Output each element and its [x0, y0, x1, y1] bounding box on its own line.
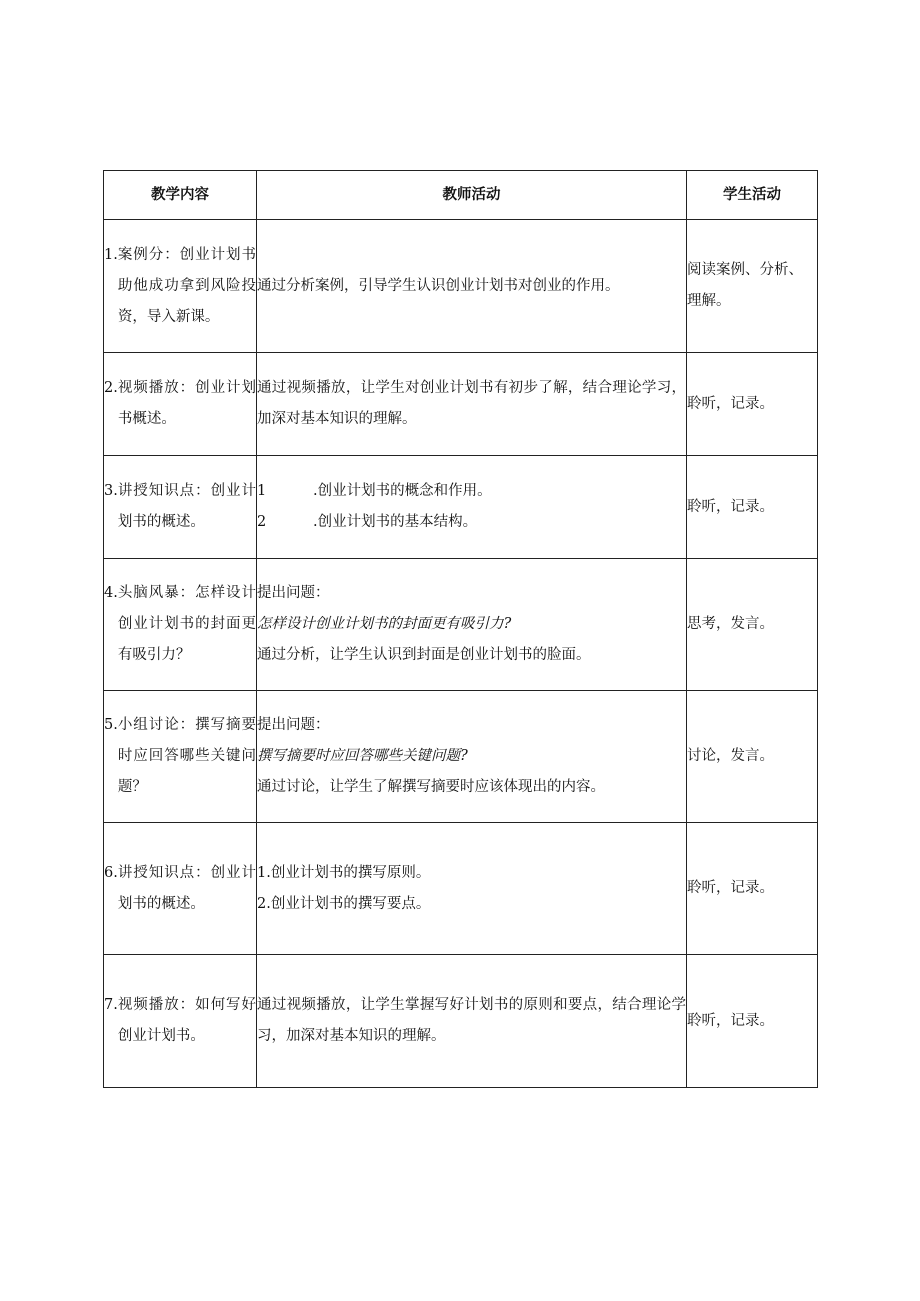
- student-cell: 聆听，记录。: [687, 823, 818, 955]
- teacher-line: 通过分析，让学生认识到封面是创业计划书的脸面。: [257, 647, 591, 663]
- content-cell: [104, 559, 257, 691]
- content-cell: [104, 353, 257, 456]
- teacher-cell: [257, 220, 687, 353]
- teacher-line: 2.创业计划书的撰写要点。: [257, 895, 431, 912]
- teacher-cell: [257, 955, 687, 1088]
- item-text: 讲授知识点：创业计划书的概述。: [117, 483, 256, 530]
- item-number: 4.: [104, 585, 118, 601]
- item-number: 5.: [104, 717, 118, 733]
- item-text: 视频播放：如何写好创业计划书。: [117, 997, 256, 1044]
- teacher-text: 通过视频播放，让学生对创业计划书有初步了解，结合理论学习，加深对基本知识的理解。: [257, 380, 686, 427]
- table-row: [104, 559, 818, 691]
- table-row: [104, 823, 818, 955]
- teacher-cell: [257, 823, 687, 955]
- item-text: 头脑风暴：怎样设计创业计划书的封面更有吸引力？: [117, 585, 256, 663]
- header-teacher: 教师活动: [257, 171, 687, 220]
- item-number: 1.: [104, 246, 118, 263]
- table-row: [104, 353, 818, 456]
- table-row: [104, 955, 818, 1088]
- list-number: 2: [257, 514, 267, 530]
- header-student: 学生活动: [687, 171, 818, 220]
- item-number: 2.: [104, 380, 118, 396]
- teacher-cell: [257, 456, 687, 559]
- student-cell: 讨论，发言。: [687, 691, 818, 823]
- student-cell: 聆听，记录。: [687, 955, 818, 1088]
- teacher-cell: [257, 353, 687, 456]
- teacher-text: 通过视频播放，让学生掌握写好计划书的原则和要点，结合理论学习，加深对基本知识的理解。: [257, 997, 686, 1044]
- content-cell: [104, 456, 257, 559]
- content-cell: [104, 823, 257, 955]
- teacher-list-item: [257, 476, 686, 507]
- teacher-text: 通过分析案例，引导学生认识创业计划书对创业的作用。: [257, 277, 620, 294]
- item-number: 7.: [104, 997, 118, 1013]
- student-cell: 聆听，记录。: [687, 353, 818, 456]
- item-text: 讲授知识点：创业计划书的概述。: [117, 864, 256, 912]
- item-text: 视频播放：创业计划书概述。: [117, 380, 256, 427]
- teacher-list-item: [257, 507, 686, 538]
- content-cell: [104, 691, 257, 823]
- teacher-line: 通过讨论，让学生了解撰写摘要时应该体现出的内容。: [257, 779, 605, 795]
- item-number: 3.: [104, 483, 118, 499]
- item-text: 案例分：创业计划书助他成功拿到风险投资，导入新课。: [117, 246, 256, 325]
- teacher-cell: [257, 559, 687, 691]
- student-cell: 聆听，记录。: [687, 456, 818, 559]
- teacher-cell: [257, 691, 687, 823]
- table-row: [104, 220, 818, 353]
- table-row: [104, 691, 818, 823]
- item-number: 6.: [104, 864, 118, 881]
- teacher-question: 怎样设计创业计划书的封面更有吸引力?: [257, 616, 512, 632]
- teacher-line: 提出问题：: [257, 585, 330, 601]
- list-text: .创业计划书的概念和作用。: [313, 483, 492, 499]
- header-content: 教学内容: [104, 171, 257, 220]
- header-row: [104, 171, 818, 220]
- item-text: 小组讨论：撰写摘要时应回答哪些关键问题？: [117, 717, 256, 795]
- content-cell: [104, 955, 257, 1088]
- teacher-line: 1.创业计划书的撰写原则。: [257, 864, 431, 881]
- student-cell: 阅读案例、分析、理解。: [687, 220, 818, 353]
- table-row: [104, 456, 818, 559]
- student-cell: 思考，发言。: [687, 559, 818, 691]
- lesson-plan-table: [103, 170, 818, 1088]
- teacher-question: 撰写摘要时应回答哪些关键问题?: [257, 748, 468, 764]
- teacher-line: 提出问题：: [257, 717, 330, 733]
- list-number: 1: [257, 483, 267, 499]
- content-cell: [104, 220, 257, 353]
- list-text: .创业计划书的基本结构。: [313, 514, 478, 530]
